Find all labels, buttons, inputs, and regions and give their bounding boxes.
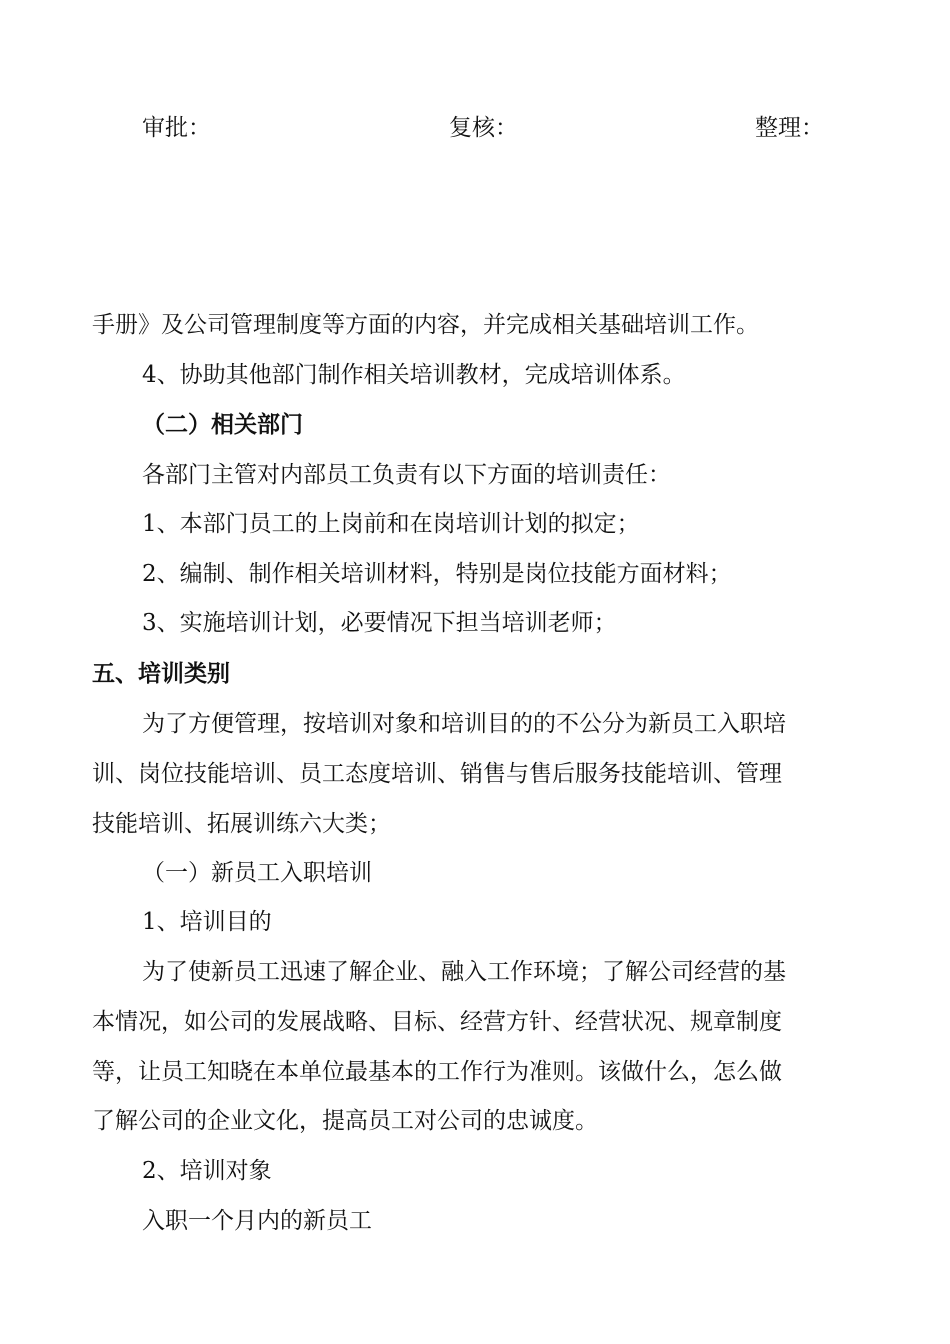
- paragraph-line: 技能培训、拓展训练六大类；: [92, 811, 391, 837]
- paragraph-line: 为了方便管理，按培训对象和培训目的的不公分为新员工入职培: [142, 711, 786, 737]
- organize-label: 整理：: [755, 115, 824, 141]
- approve-label: 审批：: [142, 115, 211, 141]
- section-heading: 五、培训类别: [92, 660, 230, 687]
- subsection-heading: （二）相关部门: [142, 411, 303, 438]
- paragraph-line: 为了使新员工迅速了解企业、融入工作环境；了解公司经营的基: [142, 959, 786, 985]
- subsection-heading: （一）新员工入职培训: [142, 860, 372, 886]
- list-item: 1、培训目的: [142, 909, 272, 935]
- paragraph-line: 训、岗位技能培训、员工态度培训、销售与售后服务技能培训、管理: [92, 761, 782, 787]
- paragraph-line: 手册》及公司管理制度等方面的内容，并完成相关基础培训工作。: [92, 312, 759, 338]
- list-item: 2、编制、制作相关培训材料，特别是岗位技能方面材料；: [142, 561, 732, 587]
- paragraph-line: 本情况，如公司的发展战略、目标、经营方针、经营状况、规章制度: [92, 1009, 782, 1035]
- list-item: 2、培训对象: [142, 1158, 272, 1184]
- list-item: 1、本部门员工的上岗前和在岗培训计划的拟定；: [142, 511, 640, 537]
- paragraph-line: 各部门主管对内部员工负责有以下方面的培训责任：: [142, 462, 671, 488]
- review-label: 复核：: [449, 115, 518, 141]
- paragraph-line: 等，让员工知晓在本单位最基本的工作行为准则。该做什么，怎么做: [92, 1059, 782, 1085]
- paragraph-line: 入职一个月内的新员工: [142, 1208, 372, 1234]
- list-item: 3、实施培训计划，必要情况下担当培训老师；: [142, 610, 617, 636]
- list-item: 4、协助其他部门制作相关培训教材，完成培训体系。: [142, 362, 686, 388]
- paragraph-line: 了解公司的企业文化，提高员工对公司的忠诚度。: [92, 1108, 598, 1134]
